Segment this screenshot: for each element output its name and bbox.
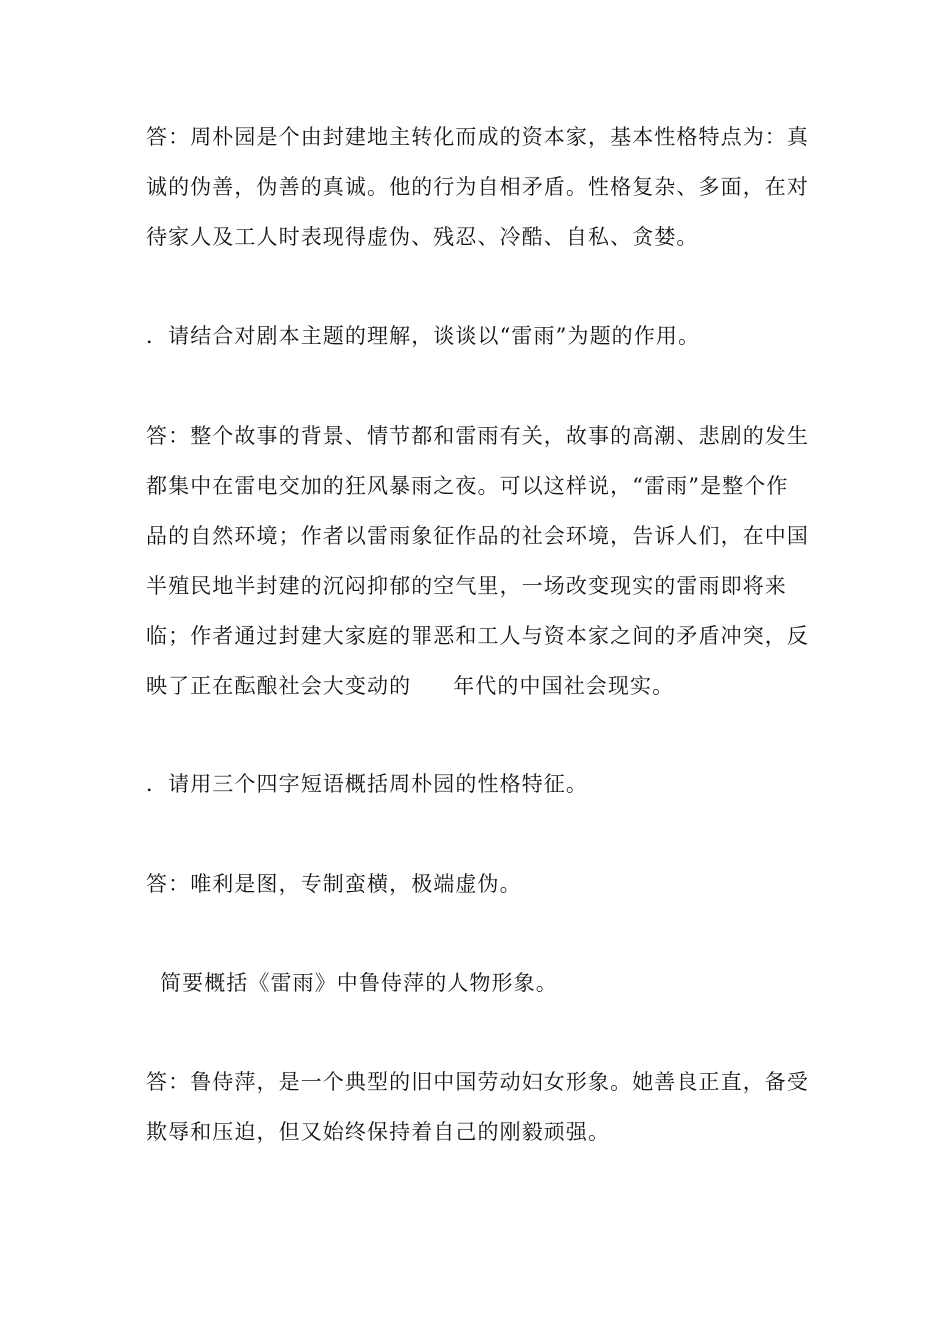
- text-line: 品的自然环境；作者以雷雨象征作品的社会环境，告诉人们，在中国: [146, 524, 809, 548]
- text-line: 半殖民地半封建的沉闷抑郁的空气里，一场改变现实的雷雨即将来: [146, 574, 787, 598]
- text-line: 都集中在雷电交加的狂风暴雨之夜。可以这样说，“雷雨”是整个作: [146, 474, 789, 498]
- question-title-role: [146, 311, 810, 361]
- text-line: 待家人及工人时表现得虚伪、残忍、冷酷、自私、贪婪。: [146, 225, 699, 249]
- question-four-char-phrases: [146, 759, 810, 809]
- text-line: ．请用三个四字短语概括周朴园的性格特征。: [146, 772, 588, 796]
- text-line: 答：周朴园是个由封建地主转化而成的资本家，基本性格特点为：真: [146, 125, 809, 149]
- answer-four-char-phrases: [146, 859, 810, 909]
- text-line: 答：整个故事的背景、情节都和雷雨有关，故事的高潮、悲剧的发生: [146, 424, 809, 448]
- text-line: 欺辱和压迫，但又始终保持着自己的刚毅顽强。: [146, 1120, 611, 1144]
- text-line: [146, 661, 810, 711]
- text-segment: 年代的中国社会现实。: [453, 674, 675, 698]
- text-line: 简要概括《雷雨》中鲁侍萍的人物形象。: [160, 971, 558, 995]
- question-lu-shiping-image: [160, 958, 824, 1008]
- text-line: ．请结合对剧本主题的理解，谈谈以“雷雨”为题的作用。: [146, 324, 701, 348]
- text-line: 诚的伪善，伪善的真诚。他的行为自相矛盾。性格复杂、多面，在对: [146, 175, 809, 199]
- answer-lu-shiping-image: [146, 1057, 810, 1157]
- text-line: 答：唯利是图，专制蛮横，极端虚伪。: [146, 872, 522, 896]
- answer-title-role: [146, 411, 810, 711]
- answer-zhou-puyuan-character: [146, 112, 810, 262]
- text-segment: 映了正在酝酿社会大变动的: [146, 674, 412, 698]
- text-line: 答：鲁侍萍，是一个典型的旧中国劳动妇女形象。她善良正直，备受: [146, 1070, 809, 1094]
- text-line: 临；作者通过封建大家庭的罪恶和工人与资本家之间的矛盾冲突，反: [146, 624, 809, 648]
